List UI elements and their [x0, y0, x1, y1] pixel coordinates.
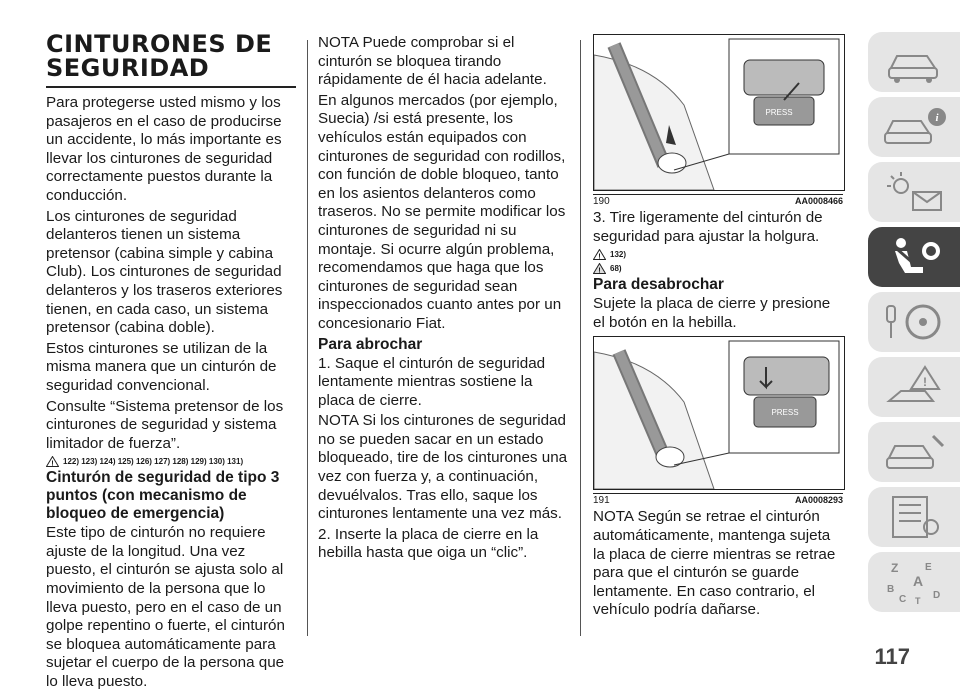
checklist-icon — [879, 493, 949, 541]
paragraph: Para protegerse usted mismo y los pasajeros en el caso de producirse un accidente, lo más importante es llevar los cinturones de seguridad correctamente puestos durante la conducción. — [46, 94, 282, 204]
figure-rule — [593, 194, 843, 195]
paragraph: Consulte “Sistema pretensor de los cinturones de seguridad y sistema limitador de fuerza”. — [46, 397, 284, 452]
index-letter: T — [915, 596, 921, 606]
paragraph: En algunos mercados (por ejemplo, Suecia) /si está presente, los vehículos están equipados con cinturones de seguridad con rodillos, con función de doble bloqueo, tanto en los asientos delanteros como traseros. No se permite modificar los cinturones de seguridad ni su montaje. Si ocurre algún problema, recomendamos que haga que los cinturones de seguridad sean inspeccionados cuanto antes por un concesionario Fiat. — [318, 91, 566, 332]
paragraph: 3. Tire ligeramente del cinturón de seguridad para ajustar la holgura. — [593, 209, 823, 245]
tab-key-steering[interactable] — [868, 292, 960, 352]
paragraph: 1. Saque el cinturón de seguridad lentamente mientras sostiene la placa de cierre. — [318, 354, 546, 409]
column-divider — [580, 40, 581, 636]
caution-icon — [593, 263, 606, 274]
index-letter: E — [925, 562, 932, 573]
seatbelt-release-illustration — [594, 337, 844, 489]
paragraph: Este tipo de cinturón no requiere ajuste de la longitud. Una vez puesto, el cinturón se ajusta solo al movimiento de la persona que lo lleva puesto, pero en el caso de un golpe repentino o fuerte, el cinturón se bloquea automáticamente para sujetar el cuerpo de la persona que lo lleva puesto. — [46, 524, 285, 691]
tab-checklist[interactable] — [868, 487, 960, 547]
index-letter: B — [887, 584, 895, 595]
tab-road-warning[interactable] — [868, 357, 960, 417]
index-letter: D — [933, 590, 941, 601]
title-rule — [46, 86, 296, 88]
svg-text:!: ! — [598, 267, 601, 274]
paragraph: Sujete la placa de cierre y presione el botón en la hebilla. — [593, 295, 831, 331]
seat-airbag-icon — [879, 233, 949, 281]
car-wrench-icon — [879, 428, 949, 476]
svg-text:!: ! — [51, 460, 54, 467]
svg-text:i: i — [935, 112, 939, 124]
warning-refs — [46, 455, 296, 467]
column-3 — [593, 34, 843, 622]
tab-seat-airbag[interactable] — [868, 227, 960, 287]
warning-ref — [593, 248, 843, 260]
page-number: 117 — [874, 644, 910, 669]
figure-190-seatbelt-buckle — [593, 34, 845, 191]
tab-car-dashboard[interactable] — [868, 32, 960, 92]
title-line-1: CINTURONES DE — [46, 30, 273, 58]
paragraph: NOTA Si los cinturones de seguridad no se pueden sacar en un estado bloqueado, tire de los cinturones una vez con fuerza y, a continuación, devuélvalos. Tras ello, saque los cinturones lentamente una vez más. — [318, 412, 568, 523]
warning-ref[interactable]: 132) — [610, 249, 627, 259]
figure-number: 191 — [593, 495, 610, 507]
chapter-sidebar — [854, 32, 960, 617]
car-info-icon — [879, 103, 949, 151]
warning-icon — [593, 249, 606, 260]
svg-text:!: ! — [598, 253, 601, 260]
figure-code: AA0008466 — [794, 196, 843, 206]
alphabet-index-icon — [879, 558, 949, 606]
car-dashboard-icon — [879, 38, 949, 86]
figure-caption — [593, 196, 843, 207]
column-divider — [307, 40, 308, 636]
tab-car-wrench[interactable] — [868, 422, 960, 482]
index-letter: A — [913, 573, 924, 589]
tab-car-info[interactable] — [868, 97, 960, 157]
figure-caption — [593, 495, 843, 506]
tab-warning-lights[interactable] — [868, 162, 960, 222]
paragraph: 2. Inserte la placa de cierre en la hebilla hasta que oiga un “clic”. — [318, 525, 539, 562]
paragraph: Estos cinturones se utilizan de la misma manera que un cinturón de seguridad convencional. — [46, 339, 277, 394]
road-warning-icon — [879, 363, 949, 411]
figure-rule — [593, 493, 843, 494]
press-label: PRESS — [771, 408, 799, 418]
warning-ref-list[interactable]: 122) 123) 124) 125) 126) 127) 128) 129) 130) 131) — [63, 456, 244, 466]
figure-191-seatbelt-release — [593, 336, 845, 490]
column-1 — [46, 32, 296, 694]
subheading: Cinturón de seguridad de tipo 3 puntos (con mecanismo de bloqueo de emergencia) — [46, 469, 280, 523]
caution-ref-number[interactable]: 68) — [610, 263, 622, 273]
svg-text:!: ! — [923, 375, 927, 389]
warning-icon — [46, 456, 59, 467]
figure-code: AA0008293 — [794, 495, 843, 506]
key-steering-icon — [879, 298, 949, 346]
paragraph: NOTA Según se retrae el cinturón automáticamente, mantenga sujeta la placa de cierre mientras se retrae para que el cinturón se guarde lentamente. En caso contrario, el vehículo podría dañarse. — [593, 508, 836, 619]
figure-number: 190 — [593, 196, 610, 207]
section-title — [46, 32, 296, 80]
seatbelt-fasten-illustration — [594, 35, 844, 190]
index-letter: C — [899, 594, 907, 605]
warning-lights-icon — [879, 168, 949, 216]
title-line-2: SEGURIDAD — [46, 54, 210, 82]
paragraph: Los cinturones de seguridad delanteros tienen un sistema pretensor (cabina simple y cabina Club). Los cinturones de seguridad delanteros y los traseros exteriores tienen, en cada caso, un sistema pretensor (cabina doble). — [46, 207, 283, 337]
tab-alphabet-index[interactable] — [868, 552, 960, 612]
subheading: Para desabrochar — [593, 276, 724, 294]
caution-ref — [593, 262, 843, 274]
paragraph: NOTA Puede comprobar si el cinturón se bloquea tirando rápidamente de él hacia adelante. — [318, 34, 547, 89]
subheading: Para abrochar — [318, 335, 423, 353]
column-2 — [318, 34, 568, 565]
press-label: PRESS — [765, 108, 793, 117]
index-letter: Z — [891, 561, 899, 575]
